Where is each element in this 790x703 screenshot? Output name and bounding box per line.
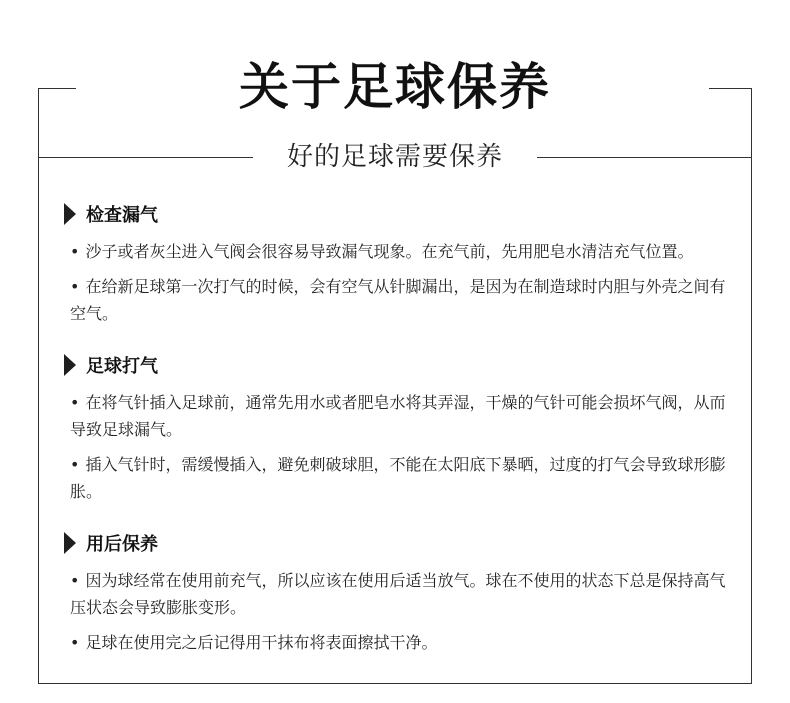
list-item — [62, 389, 732, 443]
item-text: 插入气针时，需缓慢插入，避免刺破球胆，不能在太阳底下暴晒，过度的打气会导致球形膨胀。 — [70, 455, 726, 501]
list-item — [62, 273, 732, 327]
subtitle-left-rule — [38, 157, 253, 158]
item-text: 在将气针插入足球前，通常先用水或者肥皂水将其弄湿，干燥的气针可能会损坏气阀，从而导致足球漏气。 — [70, 393, 726, 439]
item-text: 在给新足球第一次打气的时候，会有空气从针脚漏出，是因为在制造球时内胆与外壳之间有空气。 — [70, 277, 726, 323]
bullet-icon: • — [70, 633, 80, 652]
frame-left-border — [38, 88, 39, 684]
section-heading — [62, 349, 732, 381]
frame-bottom-border — [38, 683, 752, 684]
bullet-icon: • — [70, 277, 80, 296]
bullet-icon: • — [70, 571, 80, 590]
section-after-use — [62, 527, 732, 656]
item-text: 足球在使用完之后记得用干抹布将表面擦拭干净。 — [85, 633, 438, 652]
section-title: 用后保养 — [86, 534, 158, 555]
bullet-icon: • — [70, 455, 80, 474]
subtitle-right-rule — [537, 157, 752, 158]
bullet-icon: • — [70, 242, 80, 261]
section-title: 检查漏气 — [86, 205, 158, 226]
bullet-icon: • — [70, 393, 80, 412]
triangle-marker-icon — [64, 203, 76, 225]
frame-right-border — [751, 88, 752, 684]
section-check-leak — [62, 198, 732, 327]
section-inflate — [62, 349, 732, 505]
list-item — [62, 629, 732, 656]
page-subtitle: 好的足球需要保养 — [286, 142, 503, 172]
content-area — [62, 198, 732, 678]
item-text: 沙子或者灰尘进入气阀会很容易导致漏气现象。在充气前，先用肥皂水清洁充气位置。 — [85, 242, 694, 261]
section-heading — [62, 527, 732, 559]
section-heading — [62, 198, 732, 230]
triangle-marker-icon — [64, 354, 76, 376]
list-item — [62, 451, 732, 505]
list-item — [62, 238, 732, 265]
item-text: 因为球经常在使用前充气，所以应该在使用后适当放气。球在不使用的状态下总是保持高气压状态会导致膨胀变形。 — [70, 571, 726, 617]
triangle-marker-icon — [64, 532, 76, 554]
list-item — [62, 567, 732, 621]
section-title: 足球打气 — [86, 356, 158, 377]
page-title: 关于足球保养 — [239, 58, 551, 116]
